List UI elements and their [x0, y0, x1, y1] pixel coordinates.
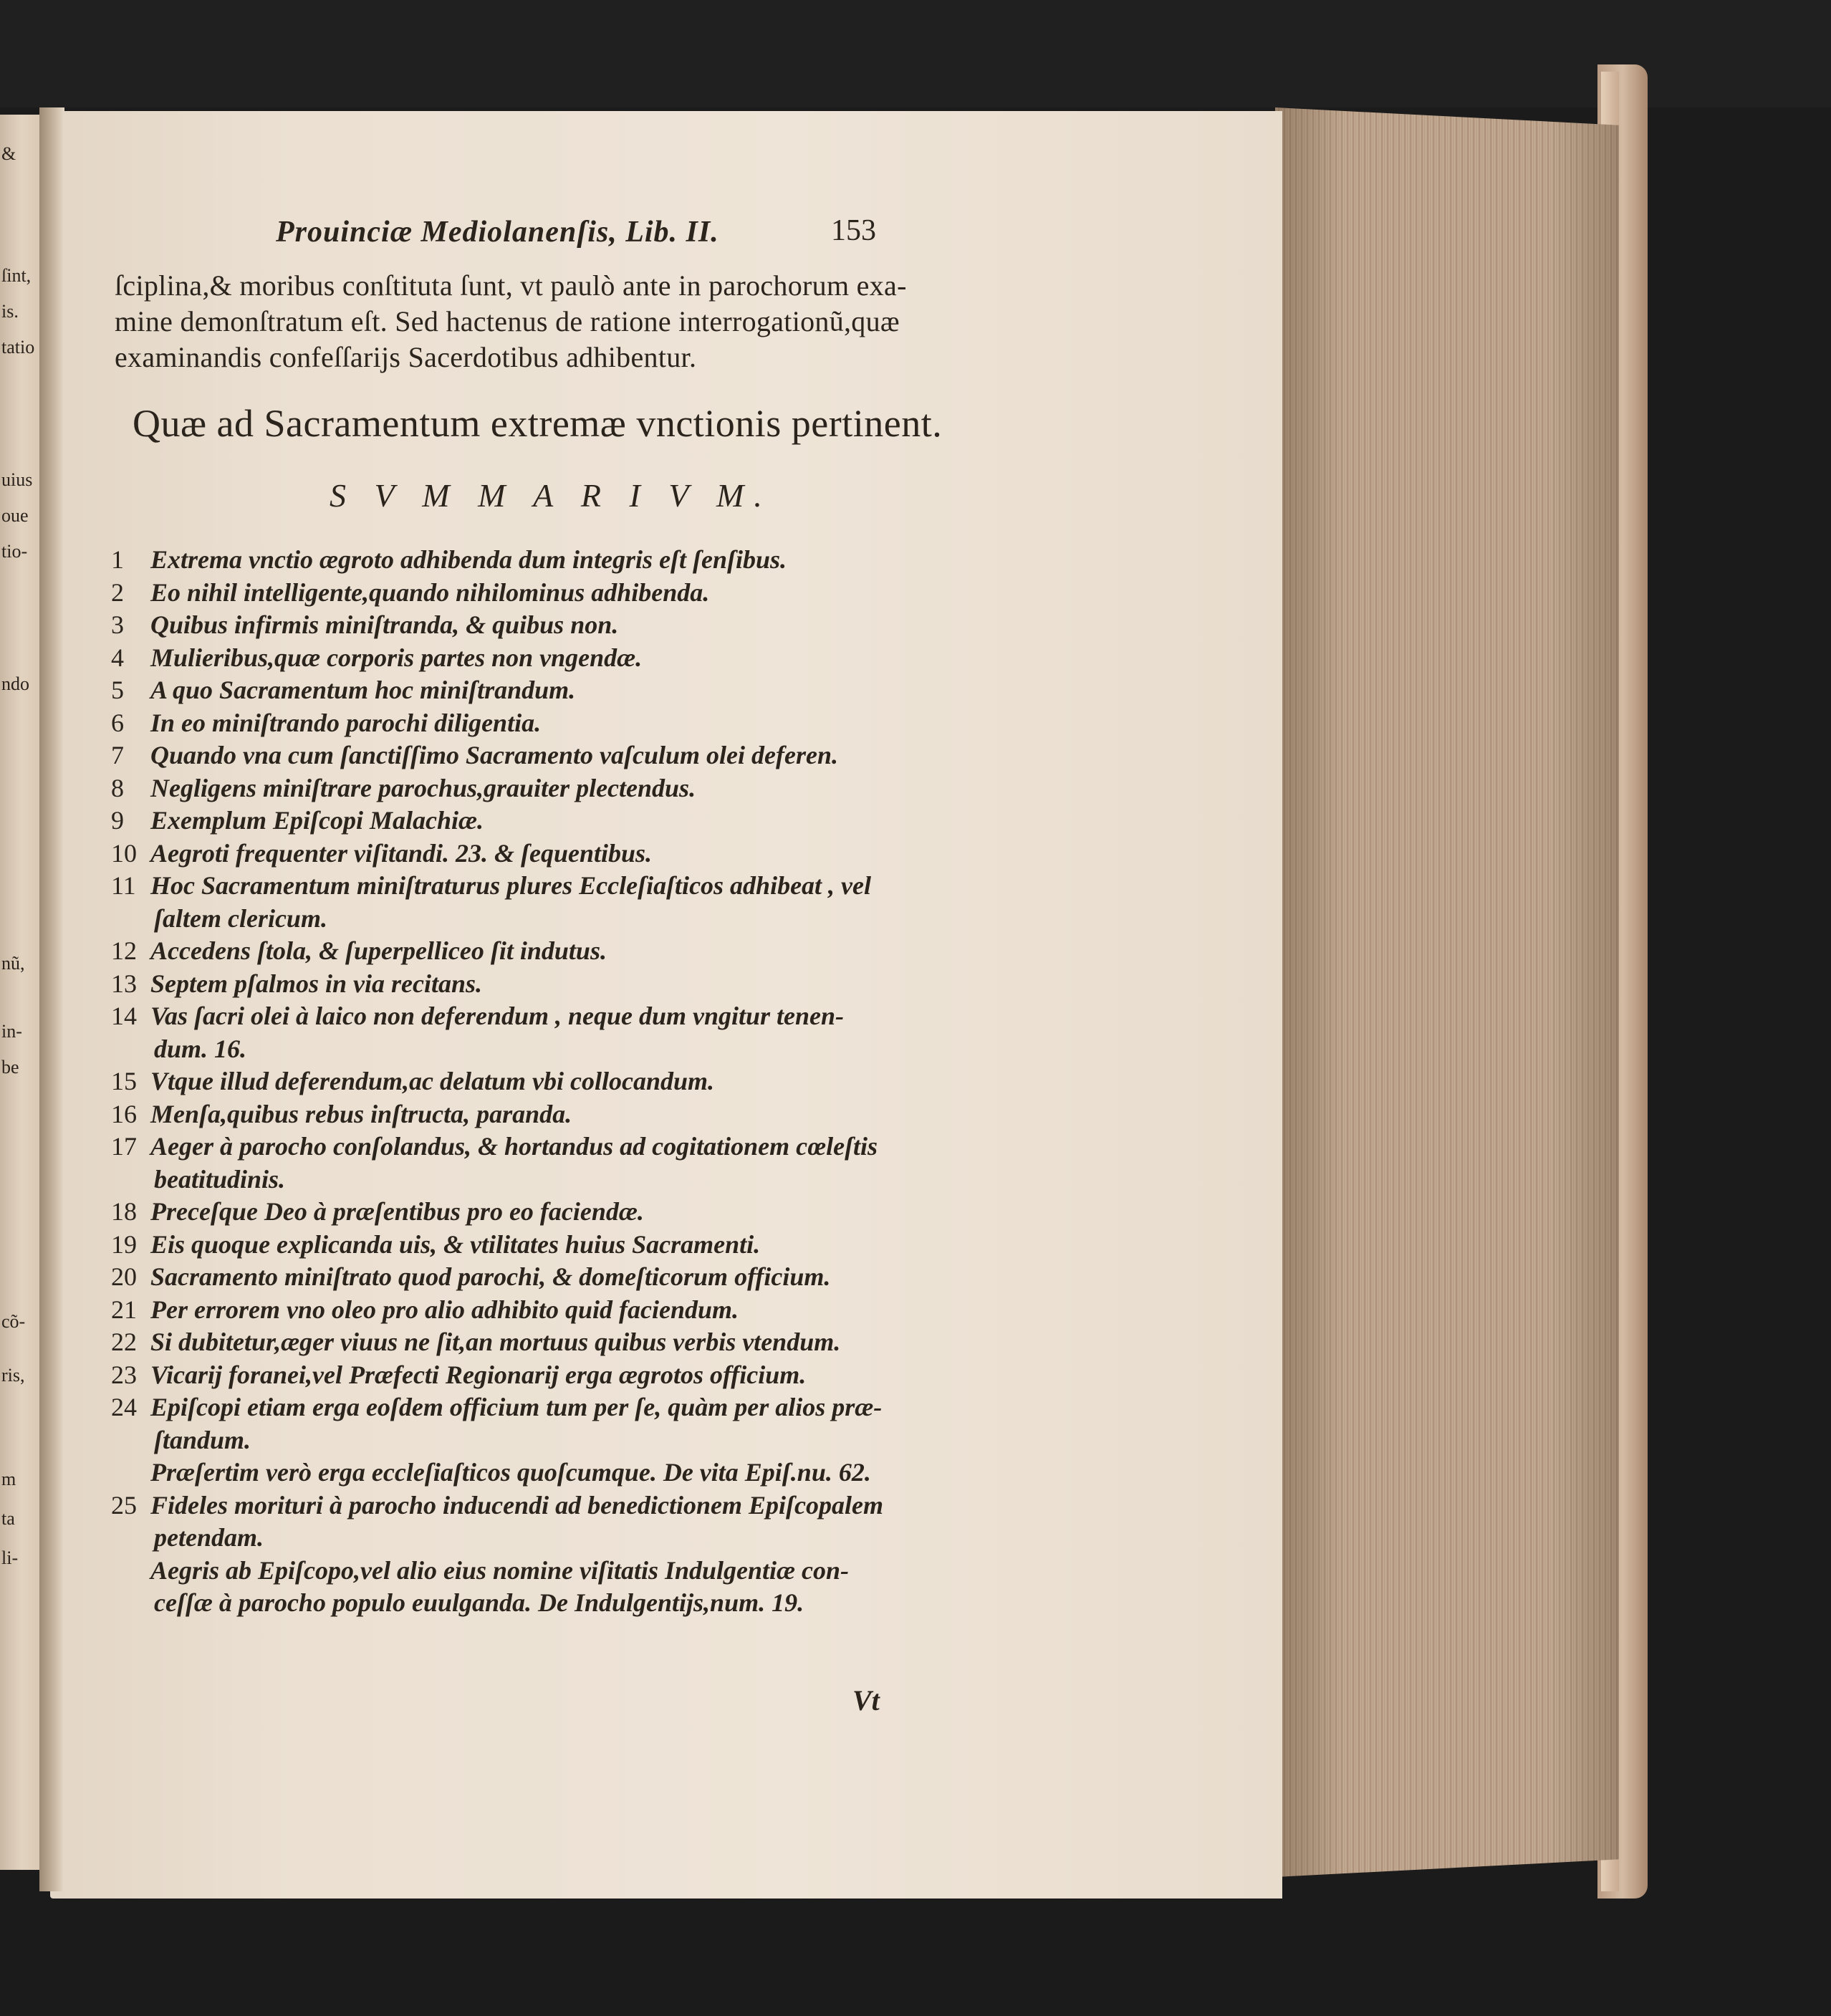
- summary-item-number: 6: [111, 708, 124, 737]
- summary-item: [111, 969, 482, 999]
- summary-item-text: Eis quoque explicanda uis, & vtilitates huius Sacramenti.: [150, 1229, 761, 1259]
- body-line-2: mine demonſtratum eſt. Sed hactenus de ratione interrogationũ,quæ: [115, 305, 900, 337]
- summary-item-continuation: dum. 16.: [154, 1034, 247, 1063]
- summary-item-text: Præſertim verò erga eccleſiaſticos quoſcumque. De vita Epiſ.nu. 62.: [150, 1458, 871, 1487]
- summary-item: [111, 936, 607, 966]
- summary-item: [111, 577, 709, 608]
- body-line-3: examinandis confeſſarijs Sacerdotibus adhibentur.: [115, 341, 697, 373]
- summary-item-text: Si dubitetur,æger viuus ne ſit,an mortuus quibus verbis vtendum.: [150, 1328, 841, 1356]
- facing-page-text-fragment: nũ,: [1, 953, 25, 974]
- summary-item-number: 9: [111, 806, 124, 835]
- page-number: 153: [831, 214, 876, 247]
- summary-item-text: Septem pſalmos in via recitans.: [150, 969, 482, 998]
- summary-item-number: 25: [111, 1490, 137, 1520]
- summary-item-text: Accedens ſtola, & ſuperpelliceo ſit indutus.: [150, 936, 607, 965]
- dark-background: [0, 0, 1831, 107]
- summary-item-text: Exemplum Epiſcopi Malachiæ.: [150, 806, 484, 835]
- summary-item-text: Negligens miniſtrare parochus,grauiter plectendus.: [150, 773, 696, 802]
- summary-item-number: 16: [111, 1099, 137, 1128]
- summary-item-text: Hoc Sacramentum miniſtraturus plures Eccleſiaſticos adhibeat , vel: [150, 871, 872, 900]
- summary-item: [111, 1555, 849, 1585]
- summary-item-continuation: ſaltem clericum.: [154, 903, 327, 933]
- summary-item: [111, 544, 787, 575]
- summary-item-number: 7: [111, 741, 124, 769]
- summary-item: [111, 643, 642, 673]
- summary-item-text: Per errorem vno oleo pro alio adhibito quid faciendum.: [150, 1295, 739, 1324]
- summary-item-number: 5: [111, 676, 124, 704]
- summary-item: [111, 1360, 806, 1390]
- summary-item-text: Vicarij foranei,vel Præfecti Regionarij erga ægrotos officium.: [150, 1360, 807, 1389]
- facing-page-text-fragment: in-: [1, 1021, 22, 1042]
- summary-item-text: Menſa,quibus rebus inſtructa, paranda.: [150, 1099, 572, 1128]
- summary-item: [111, 1196, 644, 1227]
- facing-page-text-fragment: ris,: [1, 1365, 25, 1386]
- summary-item-text: Preceſque Deo à præſentibus pro eo faciendæ.: [150, 1197, 644, 1226]
- summary-item-text: A quo Sacramentum hoc miniſtrandum.: [150, 676, 576, 704]
- summary-item-text: Aegroti frequenter viſitandi. 23. & ſequentibus.: [150, 838, 653, 868]
- summary-item-text: Aegris ab Epiſcopo,vel alio eius nomine viſitatis Indulgentiæ con-: [150, 1555, 850, 1585]
- facing-page-text-fragment: is.: [1, 301, 19, 322]
- summary-item-number: 8: [111, 773, 124, 802]
- summary-item-text: Epiſcopi etiam erga eoſdem officium tum per ſe, quàm per alios præ-: [150, 1393, 883, 1421]
- summary-item-number: 10: [111, 838, 137, 868]
- summary-item: [111, 1001, 844, 1031]
- summary-item-continuation: ſtandum.: [154, 1425, 251, 1454]
- facing-page-text-fragment: li-: [1, 1547, 19, 1568]
- summary-item-number: 17: [111, 1132, 137, 1161]
- summary-item-number: 18: [111, 1197, 137, 1226]
- facing-page-text-fragment: oue: [1, 505, 29, 526]
- summary-item-number: 2: [111, 577, 124, 607]
- summary-item-number: 23: [111, 1360, 137, 1389]
- summary-item: [111, 740, 838, 770]
- summary-item-continuation: ceſſæ à parocho populo euulganda. De Indulgentijs,num. 19.: [154, 1588, 804, 1617]
- summary-item: [111, 1066, 714, 1096]
- facing-page-text-fragment: ſint,: [1, 265, 32, 286]
- summary-item-text: Fideles morituri à parocho inducendi ad benedictionem Epiſcopalem: [150, 1490, 883, 1520]
- summary-item: [111, 610, 618, 640]
- summary-item-number: 22: [111, 1328, 137, 1356]
- summary-item-text: Quibus infirmis miniſtranda, & quibus non.: [150, 610, 619, 639]
- summary-item-text: Aeger à parocho conſolandus, & hortandus ad cogitationem cœleſtis: [150, 1132, 878, 1161]
- body-line-1: ſciplina,& moribus conſtituta ſunt, vt paulò ante in parochorum exa-: [115, 269, 907, 302]
- facing-page-text-fragment: ta: [1, 1508, 15, 1529]
- facing-page-text-fragment: uius: [1, 469, 33, 490]
- summary-item: [111, 1457, 871, 1487]
- summary-item: [111, 1229, 760, 1259]
- summary-item-text: Eo nihil intelligente,quando nihilominus adhibenda.: [150, 577, 710, 607]
- book-gutter: [39, 107, 64, 1891]
- summary-item-number: 12: [111, 936, 137, 965]
- summary-item: [111, 1262, 830, 1292]
- summary-item: [111, 805, 484, 835]
- section-heading: Quæ ad Sacramentum extremæ vnctionis pertinent.: [133, 402, 943, 445]
- summary-item-text: Quando vna cum ſanctiſſimo Sacramento vaſculum olei deferen.: [150, 741, 838, 769]
- facing-page-text-fragment: cõ-: [1, 1311, 26, 1332]
- summary-item-text: Sacramento miniſtrato quod parochi, & domeſticorum officium.: [150, 1262, 831, 1291]
- summary-item-text: In eo miniſtrando parochi diligentia.: [150, 708, 542, 737]
- summary-item-continuation: beatitudinis.: [154, 1164, 286, 1194]
- summary-item-number: 11: [111, 871, 136, 900]
- summary-item: [111, 1392, 882, 1422]
- summary-item: [111, 773, 696, 803]
- summary-item-number: 14: [111, 1002, 137, 1030]
- running-head: Prouinciæ Mediolanenſis, Lib. II.: [276, 216, 719, 249]
- facing-page-text-fragment: ndo: [1, 673, 29, 694]
- facing-page-text-fragment: be: [1, 1057, 19, 1077]
- summary-item-number: 15: [111, 1067, 137, 1095]
- summary-item-number: 19: [111, 1229, 137, 1259]
- summary-item-number: 3: [111, 610, 124, 639]
- summary-item-number: 20: [111, 1262, 137, 1291]
- summary-item-text: Mulieribus,quæ corporis partes non vngendæ.: [150, 643, 643, 672]
- summary-item-number: 24: [111, 1393, 137, 1421]
- summary-item: [111, 675, 575, 705]
- summary-item: [111, 1295, 739, 1325]
- summary-item: [111, 838, 652, 868]
- summary-item: [111, 1131, 878, 1161]
- fore-edge-shading: [1275, 107, 1619, 1877]
- summary-item-text: Extrema vnctio ægroto adhibenda dum integris eſt ſenſibus.: [150, 545, 787, 574]
- summary-item-number: 13: [111, 969, 137, 998]
- summary-item-number: 4: [111, 643, 124, 672]
- summary-item-text: Vtque illud deferendum,ac delatum vbi collocandum.: [150, 1067, 714, 1095]
- summary-item: [111, 708, 541, 738]
- summary-item: [111, 870, 871, 901]
- summarium-heading: S V M M A R I V M.: [330, 477, 772, 514]
- summary-item-continuation: petendam.: [154, 1523, 264, 1552]
- facing-page-text-fragment: tio-: [1, 541, 28, 562]
- summary-item: [111, 1490, 883, 1520]
- facing-page-text-fragment: tatio: [1, 337, 35, 357]
- summary-item-number: 21: [111, 1295, 137, 1324]
- facing-page-text-fragment: &: [1, 143, 16, 164]
- summary-item-text: Vas ſacri olei à laico non deferendum , neque dum vngitur tenen-: [150, 1002, 845, 1030]
- catchword: Vt: [852, 1684, 880, 1717]
- facing-page-text-fragment: m: [1, 1469, 16, 1489]
- summary-item: [111, 1327, 840, 1357]
- summary-item: [111, 1099, 572, 1129]
- summary-item-number: 1: [111, 545, 124, 574]
